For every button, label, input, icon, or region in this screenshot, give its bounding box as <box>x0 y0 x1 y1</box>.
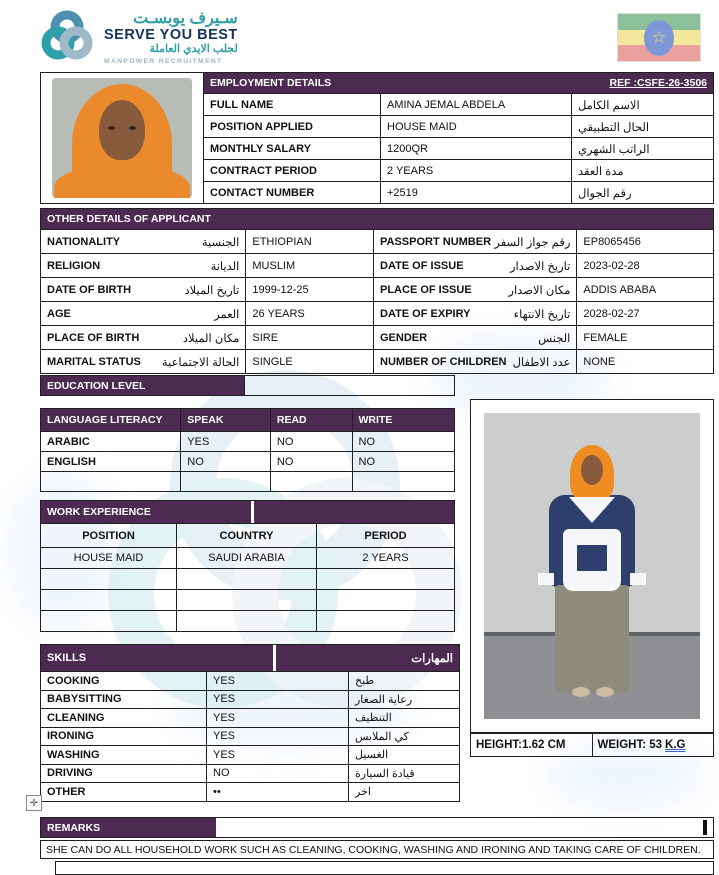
write-value <box>352 472 455 491</box>
column-header: LANGUAGE LITERACY <box>47 414 163 426</box>
field-arabic-label: عدد الاطفال <box>512 356 571 369</box>
skill-row <box>41 727 459 746</box>
employment-row <box>204 115 713 137</box>
reference-number: REF :CSFE-26-3506 <box>609 77 707 89</box>
remarks-header-spacer <box>216 818 713 837</box>
field-arabic-label: رقم الجوال <box>571 182 713 203</box>
country-value <box>176 590 316 610</box>
employment-details-header-row <box>204 73 713 93</box>
skill-label: BABYSITTING <box>47 693 122 706</box>
skill-label: COOKING <box>47 674 100 687</box>
figure-face <box>581 455 603 485</box>
field-arabic-label: مكان الميلاد <box>182 332 240 345</box>
work-experience-table <box>40 500 455 632</box>
field-arabic-label: مكان الاصدار <box>508 284 571 297</box>
figure-skirt <box>555 585 629 693</box>
field-value: ADDIS ABABA <box>576 278 713 301</box>
field-value: 2023-02-28 <box>576 254 713 277</box>
work-experience-header-spacer <box>254 501 454 523</box>
work-experience-title: WORK EXPERIENCE <box>41 501 251 523</box>
skill-value: YES <box>206 709 348 727</box>
skill-row <box>41 708 459 727</box>
position-value: HOUSE MAID <box>73 552 144 564</box>
other-details-row <box>41 229 713 253</box>
speak-value <box>180 472 270 491</box>
language-name: ENGLISH <box>47 455 96 468</box>
field-arabic-label: الجنس <box>538 332 571 345</box>
skill-label: OTHER <box>47 785 86 798</box>
remarks-header-row <box>40 817 714 838</box>
brand-arabic-tagline: لجلب الايدي العاملة <box>149 43 238 56</box>
employment-row <box>204 181 713 203</box>
field-value: SINGLE <box>245 350 373 373</box>
skill-row <box>41 671 459 690</box>
skills-table <box>40 644 460 802</box>
brand-text <box>104 11 238 65</box>
brand-header <box>38 10 238 66</box>
skills-title: SKILLS <box>41 645 273 671</box>
field-arabic-label: العمر <box>214 308 240 321</box>
field-label: MARITAL STATUS <box>47 355 141 368</box>
brand-tagline: MANPOWER RECRUITMENT <box>104 57 223 65</box>
field-label: POSITION APPLIED <box>210 120 313 133</box>
country-value: SAUDI ARABIA <box>176 548 316 568</box>
field-arabic-label: الجنسية <box>201 236 240 249</box>
field-label: NUMBER OF CHILDREN <box>380 355 507 368</box>
skill-value: YES <box>206 672 348 690</box>
other-details-row <box>41 253 713 277</box>
field-arabic-label: الاسم الكامل <box>571 94 713 115</box>
field-arabic-label: مدة العقد <box>571 160 713 181</box>
skill-label: CLEANING <box>47 711 105 724</box>
position-value <box>41 590 176 610</box>
work-row-empty <box>41 589 454 610</box>
field-label: MONTHLY SALARY <box>210 142 312 155</box>
field-value: EP8065456 <box>576 230 713 253</box>
figure-foot <box>572 687 590 697</box>
language-literacy-table <box>40 408 455 492</box>
applicant-full-body-photo-frame <box>470 399 714 733</box>
other-details-header: OTHER DETAILS OF APPLICANT <box>41 209 713 229</box>
work-row <box>41 547 454 568</box>
skill-row <box>41 745 459 764</box>
field-arabic-label: الديانة <box>210 260 240 273</box>
portrait-eye <box>129 126 136 130</box>
weight-text: WEIGHT: 53 <box>597 739 663 751</box>
field-arabic-label: تاريخ الانتهاء <box>513 308 571 321</box>
work-row-empty <box>41 610 454 631</box>
skill-arabic-label: اخر <box>348 783 459 801</box>
column-header: COUNTRY <box>176 524 316 547</box>
field-value: ETHIOPIAN <box>245 230 373 253</box>
field-label: DATE OF BIRTH <box>47 283 132 296</box>
field-value: AMINA JEMAL ABDELA <box>380 94 571 115</box>
skill-row <box>41 782 459 801</box>
column-header: WRITE <box>352 409 455 431</box>
field-label: PLACE OF BIRTH <box>47 331 140 344</box>
read-value: NO <box>270 452 352 471</box>
figure-apron-pocket <box>577 545 607 571</box>
applicant-portrait-cell <box>41 73 204 203</box>
field-value: FEMALE <box>576 326 713 349</box>
company-logo-icon <box>38 10 96 66</box>
figure-cuff <box>538 573 554 585</box>
column-header: PERIOD <box>316 524 454 547</box>
applicant-full-body-photo <box>484 413 700 719</box>
education-level-header: EDUCATION LEVEL <box>40 375 245 396</box>
column-header: POSITION <box>82 529 135 542</box>
period-value <box>316 590 454 610</box>
speak-value: YES <box>180 432 270 451</box>
other-details-table <box>40 208 714 374</box>
remarks-title: REMARKS <box>41 818 216 837</box>
period-value <box>316 569 454 589</box>
skill-arabic-label: رعاية الصغار <box>348 691 459 709</box>
skill-value: •• <box>206 783 348 801</box>
field-value: 1999-12-25 <box>245 278 373 301</box>
language-name: ARABIC <box>47 435 90 448</box>
cursor-mark <box>703 820 707 835</box>
read-value: NO <box>270 432 352 451</box>
employment-row <box>204 159 713 181</box>
table-move-handle-icon[interactable]: ✛ <box>26 795 42 811</box>
figure-foot <box>596 687 614 697</box>
body-stats-row <box>470 733 714 757</box>
height-text: HEIGHT:1.62 CM <box>476 739 566 751</box>
employment-row <box>204 93 713 115</box>
write-value: NO <box>352 432 455 451</box>
field-label: PLACE OF ISSUE <box>380 283 472 296</box>
field-label: PASSPORT NUMBER <box>380 235 492 248</box>
country-value <box>176 611 316 631</box>
other-details-row <box>41 301 713 325</box>
skill-row <box>41 690 459 709</box>
position-value <box>41 569 176 589</box>
other-details-row <box>41 349 713 373</box>
field-label: CONTRACT PERIOD <box>210 164 317 177</box>
column-header: SPEAK <box>180 409 270 431</box>
flag-emblem <box>644 20 674 56</box>
work-columns-row <box>41 523 454 547</box>
employment-row <box>204 137 713 159</box>
skills-arabic-title: المهارات <box>411 653 453 665</box>
remarks-text-row <box>40 840 714 859</box>
brand-name: SERVE YOU BEST <box>104 26 238 43</box>
skill-arabic-label: قيادة السيارة <box>348 765 459 783</box>
skill-label: IRONING <box>47 730 95 743</box>
portrait-face <box>99 100 145 160</box>
field-arabic-label: الحالة الاجتماعية <box>161 356 240 369</box>
field-arabic-label: تاريخ الاصدار <box>510 260 571 273</box>
field-value: 2 YEARS <box>380 160 571 181</box>
period-value: 2 YEARS <box>316 548 454 568</box>
language-name <box>41 472 180 491</box>
employment-details-title: EMPLOYMENT DETAILS <box>210 77 332 89</box>
field-label: DATE OF EXPIRY <box>380 307 471 320</box>
field-value: +2519 <box>380 182 571 203</box>
skill-value: YES <box>206 728 348 746</box>
skill-arabic-label: كي الملابس <box>348 728 459 746</box>
education-level-row <box>40 375 455 396</box>
brand-arabic-name: سـيرف يوبسـت <box>133 10 238 28</box>
remarks-empty-row <box>55 861 714 875</box>
period-value <box>316 611 454 631</box>
weight-value <box>592 734 714 756</box>
skill-label: WASHING <box>47 748 100 761</box>
skill-value: YES <box>206 746 348 764</box>
field-value: NONE <box>576 350 713 373</box>
field-value: MUSLIM <box>245 254 373 277</box>
skill-value: YES <box>206 691 348 709</box>
field-value: 26 YEARS <box>245 302 373 325</box>
skill-arabic-label: التنظيف <box>348 709 459 727</box>
figure-cuff <box>630 573 646 585</box>
field-label: NATIONALITY <box>47 235 121 248</box>
education-level-value <box>245 375 455 396</box>
field-arabic-label: رقم جواز السفر <box>494 236 571 249</box>
language-literacy-header-row <box>41 409 454 431</box>
field-value: 1200QR <box>380 138 571 159</box>
language-row <box>41 431 454 451</box>
skills-header-row <box>41 645 459 671</box>
skill-value: NO <box>206 765 348 783</box>
skill-label: DRIVING <box>47 767 93 780</box>
language-row-empty <box>41 471 454 491</box>
other-details-row <box>41 277 713 301</box>
remarks-text: SHE CAN DO ALL HOUSEHOLD WORK SUCH AS CLEANING, COOKING, WASHING AND IRONING AND TAKING CARE OF CHILDREN. <box>46 843 701 856</box>
portrait-eye <box>108 126 115 130</box>
column-header: READ <box>270 409 352 431</box>
height-value <box>471 734 592 756</box>
employment-details-fields <box>204 73 713 203</box>
other-details-row <box>41 325 713 349</box>
skill-row <box>41 764 459 783</box>
read-value <box>270 472 352 491</box>
position-value <box>41 611 176 631</box>
applicant-portrait-photo <box>52 78 192 198</box>
employment-details-table <box>40 72 714 204</box>
speak-value: NO <box>180 452 270 471</box>
skill-arabic-label: طبخ <box>348 672 459 690</box>
field-label: RELIGION <box>47 259 101 272</box>
field-label: DATE OF ISSUE <box>380 259 464 272</box>
field-value: HOUSE MAID <box>380 116 571 137</box>
field-label: GENDER <box>380 331 428 344</box>
work-experience-header-row <box>41 501 454 523</box>
field-arabic-label: الحال التطبيقي <box>571 116 713 137</box>
field-arabic-label: الراتب الشهري <box>571 138 713 159</box>
language-row <box>41 451 454 471</box>
weight-unit: K.G <box>665 739 686 751</box>
field-label: AGE <box>47 307 71 320</box>
field-value: 2028-02-27 <box>576 302 713 325</box>
field-arabic-label: تاريخ الميلاد <box>184 284 240 297</box>
field-value: SIRE <box>245 326 373 349</box>
work-row-empty <box>41 568 454 589</box>
field-label: FULL NAME <box>210 98 274 111</box>
ethiopia-flag <box>617 13 701 62</box>
write-value: NO <box>352 452 455 471</box>
field-label: CONTACT NUMBER <box>210 186 315 199</box>
skill-arabic-label: الغسيل <box>348 746 459 764</box>
flag-star-icon: ☆ <box>651 28 667 47</box>
country-value <box>176 569 316 589</box>
